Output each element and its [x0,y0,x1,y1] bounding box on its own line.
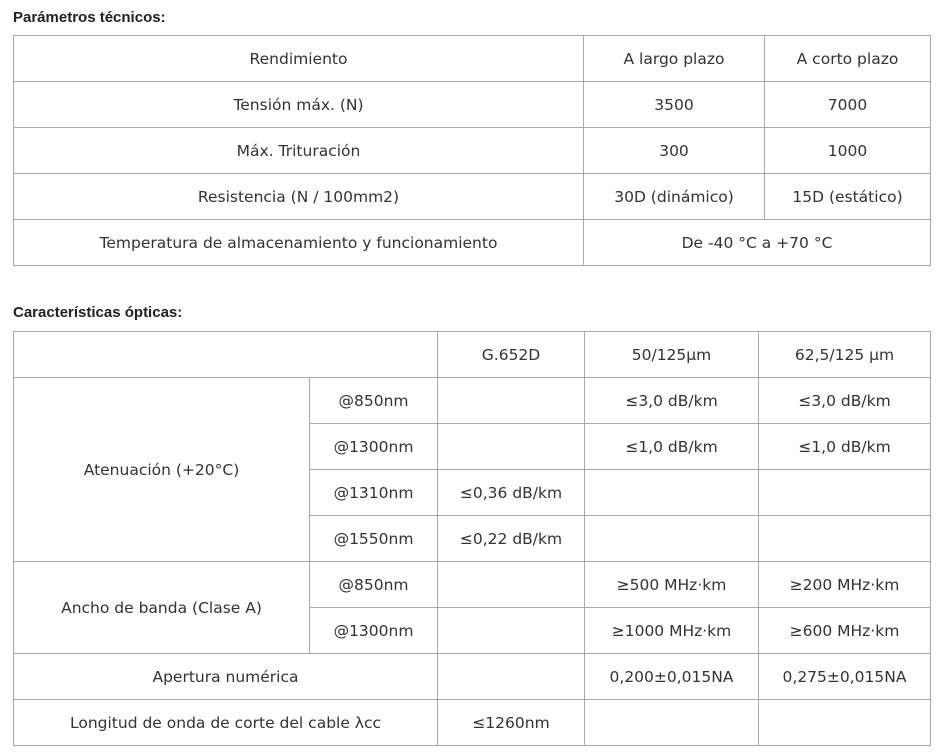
g652d-value [438,424,585,470]
bandwidth-label: Ancho de banda (Clase A) [14,562,310,654]
table-row [14,654,931,700]
g652d-value: ≤0,22 dB/km [438,516,585,562]
header-cell-50-125: 50/125μm [585,332,759,378]
table-row [14,128,931,174]
table-row [14,82,931,128]
wavelength-cell: @1300nm [310,608,438,654]
om62-value: ≥200 MHz·km [759,562,931,608]
wavelength-cell: @1550nm [310,516,438,562]
cutoff-wavelength-label: Longitud de onda de corte del cable λcc [14,700,438,746]
wavelength-cell: @1300nm [310,424,438,470]
g652d-value [438,654,585,700]
om62-value [759,516,931,562]
table-row [14,174,931,220]
g652d-value: ≤1260nm [438,700,585,746]
om62-value [759,700,931,746]
header-cell-62-5-125: 62,5/125 μm [759,332,931,378]
header-cell-long-term: A largo plazo [584,36,765,82]
g652d-value [438,608,585,654]
row-label: Máx. Trituración [14,128,584,174]
table-header-row [14,332,931,378]
om62-value: ≥600 MHz·km [759,608,931,654]
om50-value: ≤3,0 dB/km [585,378,759,424]
optical-characteristics-heading: Características ópticas: [13,304,183,321]
om62-value [759,470,931,516]
om50-value: ≥500 MHz·km [585,562,759,608]
table-row [14,378,931,424]
short-term-value: 15D (estático) [765,174,931,220]
wavelength-cell: @850nm [310,378,438,424]
header-cell-performance: Rendimiento [14,36,584,82]
row-label: Resistencia (N / 100mm2) [14,174,584,220]
om62-value: ≤1,0 dB/km [759,424,931,470]
wavelength-cell: @1310nm [310,470,438,516]
om50-value: 0,200±0,015NA [585,654,759,700]
om50-value: ≤1,0 dB/km [585,424,759,470]
wavelength-cell: @850nm [310,562,438,608]
long-term-value: 30D (dinámico) [584,174,765,220]
short-term-value: 1000 [765,128,931,174]
attenuation-label: Atenuación (+20°C) [14,378,310,562]
technical-parameters-heading: Parámetros técnicos: [13,9,166,26]
numerical-aperture-label: Apertura numérica [14,654,438,700]
g652d-value: ≤0,36 dB/km [438,470,585,516]
long-term-value: 3500 [584,82,765,128]
row-label: Temperatura de almacenamiento y funcionamiento [14,220,584,266]
temperature-range-value: De -40 °C a +70 °C [584,220,931,266]
om50-value [585,470,759,516]
om50-value [585,516,759,562]
row-label: Tensión máx. (N) [14,82,584,128]
short-term-value: 7000 [765,82,931,128]
header-cell-g652d: G.652D [438,332,585,378]
table-row [14,220,931,266]
g652d-value [438,562,585,608]
table-row [14,562,931,608]
om62-value: ≤3,0 dB/km [759,378,931,424]
table-row [14,700,931,746]
om50-value: ≥1000 MHz·km [585,608,759,654]
header-cell-short-term: A corto plazo [765,36,931,82]
table-header-row [14,36,931,82]
technical-parameters-table [13,35,931,266]
long-term-value: 300 [584,128,765,174]
header-cell-empty [14,332,438,378]
om62-value: 0,275±0,015NA [759,654,931,700]
optical-characteristics-table [13,331,931,746]
g652d-value [438,378,585,424]
om50-value [585,700,759,746]
